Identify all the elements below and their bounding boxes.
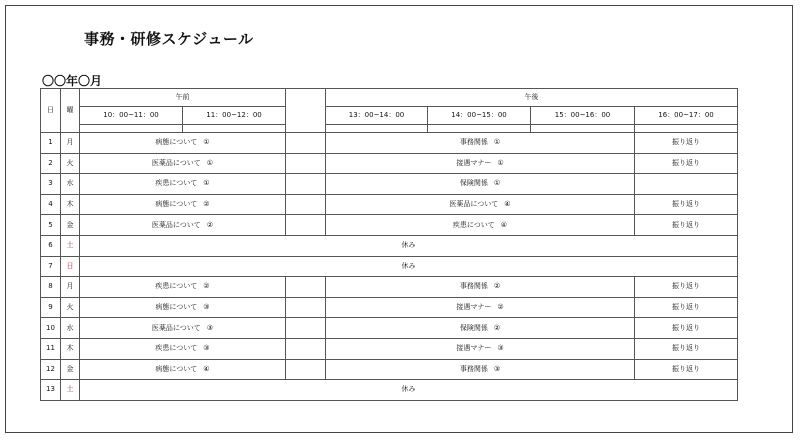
spacer-cell: [531, 125, 635, 133]
session-number: ②: [493, 282, 501, 291]
lunch-gap: [286, 277, 326, 298]
am-session: [80, 174, 286, 195]
lunch-gap: [286, 133, 326, 154]
am-session: [80, 194, 286, 215]
table-row: [41, 359, 738, 380]
table-row: [41, 174, 738, 195]
header-am: 午前: [80, 89, 286, 107]
holiday-cell: 休み: [80, 235, 738, 256]
review-cell: 振り返り: [635, 338, 738, 359]
session-number: ②: [206, 220, 214, 229]
review-cell: 振り返り: [635, 359, 738, 380]
page-title: 事務・研修スケジュール: [84, 30, 254, 48]
review-cell: 振り返り: [635, 153, 738, 174]
weekday-cell: 金: [61, 215, 80, 236]
spacer-cell: [80, 125, 183, 133]
schedule-sheet: [5, 5, 793, 433]
weekday-cell: 火: [61, 297, 80, 318]
table-row: [41, 338, 738, 359]
am-session: [80, 153, 286, 174]
session-number: ②: [203, 282, 210, 291]
weekday-cell: 月: [61, 277, 80, 298]
session-topic: 病態について: [155, 138, 198, 147]
day-number: 12: [41, 359, 61, 380]
lunch-gap: [286, 359, 326, 380]
session-topic: 疾患について: [452, 220, 495, 229]
am-session: [80, 338, 286, 359]
session-topic: 事務関係: [459, 364, 488, 373]
spacer-cell: [428, 125, 531, 133]
pm-session: [326, 297, 635, 318]
pm-session: [326, 174, 635, 195]
session-topic: 病態について: [155, 200, 198, 209]
weekday-cell: 水: [61, 318, 80, 339]
table-row: [41, 133, 738, 154]
pm-session: [326, 338, 635, 359]
day-number: 13: [41, 380, 61, 401]
session-topic: 疾患について: [155, 282, 198, 291]
session-topic: 医薬品について: [151, 220, 201, 229]
spacer-cell: [635, 125, 738, 133]
session-number: ④: [500, 220, 508, 229]
am-session: [80, 133, 286, 154]
header-slot: 10：00~11：00: [80, 107, 183, 125]
weekday-cell: 土: [61, 380, 80, 401]
review-cell: 振り返り: [635, 215, 738, 236]
day-number: 1: [41, 133, 61, 154]
pm-session: [326, 215, 635, 236]
day-number: 3: [41, 174, 61, 195]
session-topic: 医薬品について: [151, 158, 201, 167]
day-number: 9: [41, 297, 61, 318]
pm-session: [326, 194, 635, 215]
day-number: 4: [41, 194, 61, 215]
header-slot: 11：00~12：00: [183, 107, 286, 125]
table-row: [41, 318, 738, 339]
pm-session: [326, 277, 635, 298]
am-session: [80, 297, 286, 318]
session-topic: 疾患について: [155, 344, 198, 353]
weekday-cell: 火: [61, 153, 80, 174]
session-topic: 医薬品について: [151, 323, 201, 332]
session-topic: 保険関係: [459, 179, 488, 188]
weekday-cell: 日: [61, 256, 80, 277]
weekday-cell: 月: [61, 133, 80, 154]
header-slot: 13：00~14：00: [326, 107, 428, 125]
session-topic: 接遇マナー: [456, 158, 492, 167]
session-number: ④: [504, 200, 511, 209]
day-number: 5: [41, 215, 61, 236]
day-number: 6: [41, 235, 61, 256]
holiday-cell: 休み: [80, 256, 738, 277]
pm-session: [326, 153, 635, 174]
session-number: ②: [203, 200, 210, 209]
session-number: ①: [493, 179, 501, 188]
day-number: 2: [41, 153, 61, 174]
header-pm: 午後: [326, 89, 738, 107]
session-topic: 疾患について: [155, 179, 198, 188]
am-session: [80, 215, 286, 236]
table-row: [41, 256, 738, 277]
table-row: [41, 215, 738, 236]
session-number: ①: [493, 138, 501, 147]
am-session: [80, 277, 286, 298]
session-topic: 病態について: [155, 303, 198, 312]
lunch-gap: [286, 153, 326, 174]
month-label: 〇〇年〇月: [42, 74, 103, 88]
review-cell: 振り返り: [635, 318, 738, 339]
am-session: [80, 359, 286, 380]
session-topic: 医薬品について: [449, 200, 499, 209]
lunch-gap: [286, 174, 326, 195]
session-number: ③: [203, 344, 210, 353]
header-slot: 15：00~16：00: [531, 107, 635, 125]
table-row: [41, 297, 738, 318]
session-number: ①: [203, 138, 210, 147]
schedule-table: [40, 88, 738, 401]
session-topic: 接遇マナー: [456, 344, 492, 353]
pm-session: [326, 318, 635, 339]
day-number: 7: [41, 256, 61, 277]
weekday-cell: 木: [61, 194, 80, 215]
review-cell: 振り返り: [635, 194, 738, 215]
session-number: ②: [493, 323, 501, 332]
weekday-cell: 金: [61, 359, 80, 380]
pm-session: [326, 359, 635, 380]
am-session: [80, 318, 286, 339]
table-row: [41, 277, 738, 298]
session-number: ③: [493, 364, 501, 373]
weekday-cell: 木: [61, 338, 80, 359]
session-number: ①: [206, 158, 214, 167]
lunch-gap: [286, 297, 326, 318]
session-topic: 病態について: [155, 364, 198, 373]
review-cell: 振り返り: [635, 297, 738, 318]
day-number: 10: [41, 318, 61, 339]
pm-session: [326, 133, 635, 154]
day-number: 8: [41, 277, 61, 298]
session-number: ①: [203, 179, 210, 188]
weekday-cell: 土: [61, 235, 80, 256]
review-cell: 振り返り: [635, 133, 738, 154]
lunch-gap: [286, 194, 326, 215]
header-slot: 16：00~17：00: [635, 107, 738, 125]
spacer-cell: [326, 125, 428, 133]
header-lunch-gap: [286, 89, 326, 133]
session-number: ③: [206, 323, 214, 332]
session-topic: 保険関係: [459, 323, 488, 332]
lunch-gap: [286, 318, 326, 339]
session-number: ①: [497, 158, 504, 167]
table-row: [41, 153, 738, 174]
spacer-cell: [183, 125, 286, 133]
day-number: 11: [41, 338, 61, 359]
session-number: ③: [497, 344, 504, 353]
lunch-gap: [286, 215, 326, 236]
review-cell: [635, 174, 738, 195]
weekday-cell: 水: [61, 174, 80, 195]
review-cell: 振り返り: [635, 277, 738, 298]
header-slot: 14：00~15：00: [428, 107, 531, 125]
session-topic: 事務関係: [459, 138, 488, 147]
lunch-gap: [286, 338, 326, 359]
session-number: ③: [203, 303, 210, 312]
table-row: [41, 380, 738, 401]
table-row: [41, 235, 738, 256]
holiday-cell: 休み: [80, 380, 738, 401]
session-number: ②: [497, 303, 504, 312]
session-topic: 接遇マナー: [456, 303, 492, 312]
header-weekday: 曜: [61, 89, 80, 133]
header-day: 日: [41, 89, 61, 133]
table-row: [41, 194, 738, 215]
session-number: ④: [203, 364, 210, 373]
session-topic: 事務関係: [459, 282, 488, 291]
